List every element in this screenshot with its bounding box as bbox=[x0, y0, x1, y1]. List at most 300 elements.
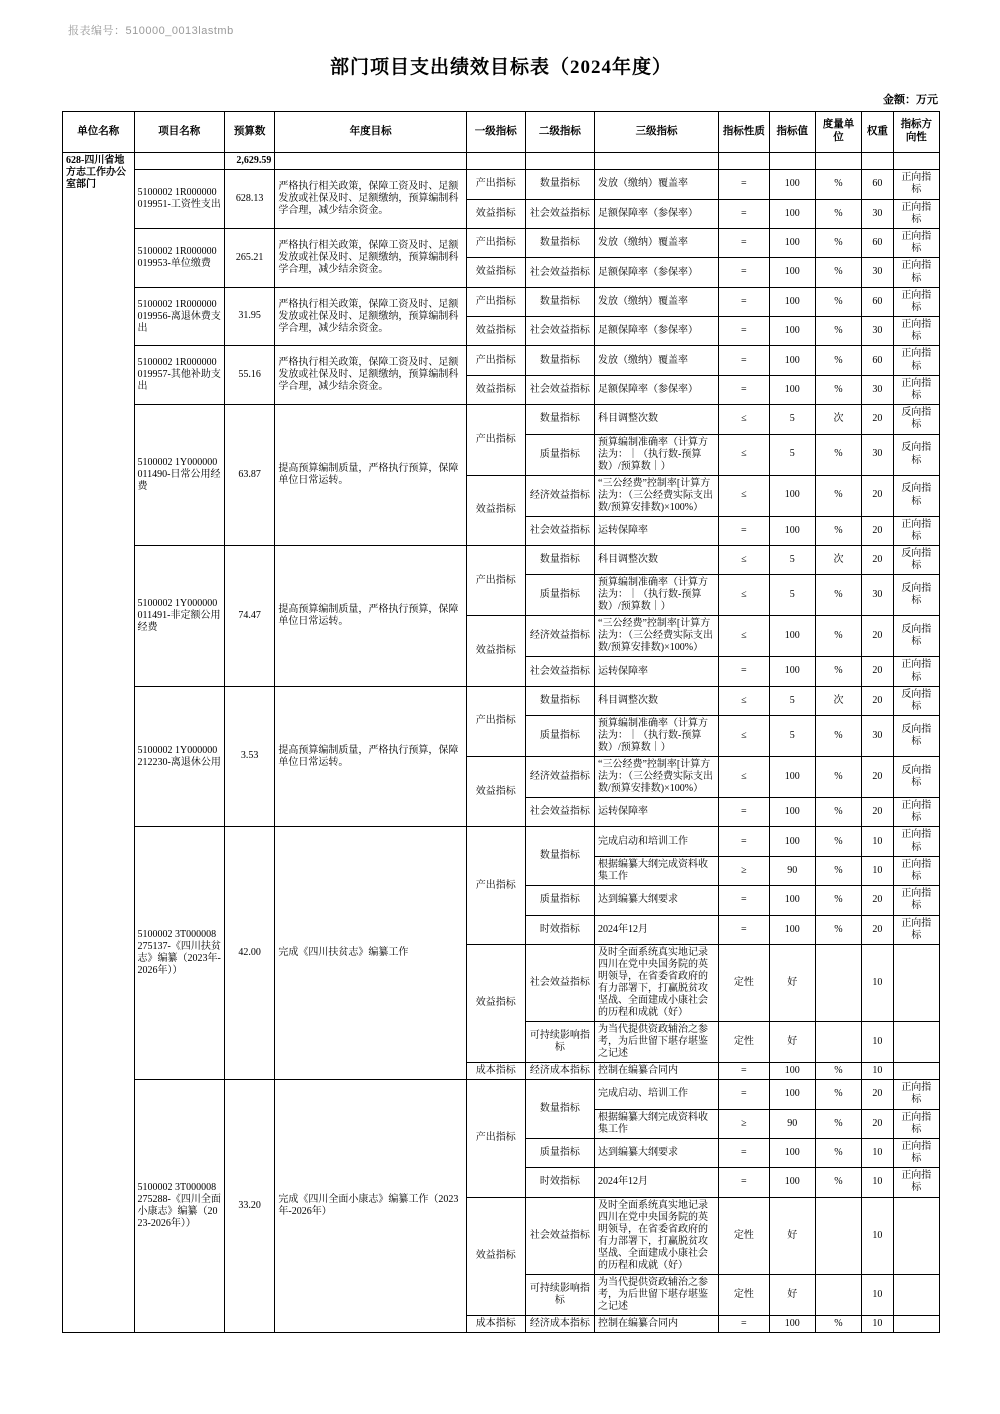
level1-indicator-cell: 效益指标 bbox=[466, 199, 525, 228]
indicator-value-cell: 好 bbox=[769, 1197, 815, 1274]
level1-indicator-cell: 产出指标 bbox=[466, 405, 525, 475]
weight-cell: 10 bbox=[862, 1021, 894, 1062]
table-row bbox=[63, 228, 940, 257]
weight-cell: 20 bbox=[862, 475, 894, 516]
direction-cell: 正向指标 bbox=[893, 827, 939, 856]
level1-indicator-cell: 效益指标 bbox=[466, 258, 525, 287]
measure-unit-cell: % bbox=[815, 798, 861, 827]
level1-indicator-cell: 产出指标 bbox=[466, 228, 525, 257]
level3-indicator-cell: 完成启动和培训工作 bbox=[595, 827, 719, 856]
measure-unit-cell: % bbox=[815, 199, 861, 228]
indicator-value-cell: 100 bbox=[769, 1168, 815, 1197]
weight-cell: 20 bbox=[862, 886, 894, 915]
indicator-nature-cell: = bbox=[719, 657, 769, 686]
measure-unit-cell: % bbox=[815, 346, 861, 375]
level3-indicator-cell: “三公经费”控制率[计算方法为：（三公经费实际支出数/预算安排数)×100%） bbox=[595, 616, 719, 657]
indicator-nature-cell: = bbox=[719, 258, 769, 287]
measure-unit-cell: % bbox=[815, 1138, 861, 1167]
indicator-value-cell: 100 bbox=[769, 228, 815, 257]
weight-cell: 10 bbox=[862, 856, 894, 885]
indicator-nature-cell: = bbox=[719, 1315, 769, 1332]
measure-unit-cell: % bbox=[815, 516, 861, 545]
level3-indicator-cell: 足额保障率（参保率） bbox=[595, 199, 719, 228]
indicator-value-cell: 5 bbox=[769, 575, 815, 616]
measure-unit-cell: % bbox=[815, 827, 861, 856]
col-unit-name: 单位名称 bbox=[63, 112, 135, 153]
level3-indicator-cell: 预算编制准确率（计算方法为：｜（执行数-预算数）/预算数｜） bbox=[595, 434, 719, 475]
direction-cell: 正向指标 bbox=[893, 798, 939, 827]
level2-indicator-cell: 数量指标 bbox=[525, 827, 594, 886]
level2-indicator-cell: 数量指标 bbox=[525, 405, 594, 434]
level3-indicator-cell: 足额保障率（参保率） bbox=[595, 258, 719, 287]
report-number: 报表编号：510000_0013lastmb bbox=[68, 25, 234, 37]
measure-unit-cell bbox=[815, 1274, 861, 1315]
direction-cell: 正向指标 bbox=[893, 1138, 939, 1167]
col-indicator-value: 指标值 bbox=[769, 112, 815, 153]
level3-indicator-cell: 科目调整次数 bbox=[595, 686, 719, 715]
project-budget-cell: 3.53 bbox=[224, 686, 274, 827]
empty-cell bbox=[769, 153, 815, 170]
measure-unit-cell: % bbox=[815, 434, 861, 475]
indicator-value-cell: 好 bbox=[769, 944, 815, 1021]
level3-indicator-cell: 足额保障率（参保率） bbox=[595, 375, 719, 404]
indicator-nature-cell: 定性 bbox=[719, 1274, 769, 1315]
table-row bbox=[63, 686, 940, 715]
table-row bbox=[63, 287, 940, 316]
table-row bbox=[63, 405, 940, 434]
indicator-value-cell: 好 bbox=[769, 1274, 815, 1315]
indicator-value-cell: 100 bbox=[769, 616, 815, 657]
empty-cell bbox=[466, 153, 525, 170]
direction-cell bbox=[893, 1021, 939, 1062]
level3-indicator-cell: 2024年12月 bbox=[595, 915, 719, 944]
project-name-cell: 5100002 1Y000000011490-日常公用经费 bbox=[134, 405, 224, 546]
level3-indicator-cell: 预算编制准确率（计算方法为：｜（执行数-预算数）/预算数｜） bbox=[595, 716, 719, 757]
indicator-nature-cell: = bbox=[719, 287, 769, 316]
indicator-value-cell: 100 bbox=[769, 475, 815, 516]
direction-cell: 正向指标 bbox=[893, 1109, 939, 1138]
measure-unit-cell: % bbox=[815, 287, 861, 316]
direction-cell: 反向指标 bbox=[893, 545, 939, 574]
col-indicator-nature: 指标性质 bbox=[719, 112, 769, 153]
project-name-cell: 5100002 3T000008275137-《四川扶贫志》编纂（2023年-2026年）） bbox=[134, 827, 224, 1080]
level2-indicator-cell: 社会效益指标 bbox=[525, 199, 594, 228]
indicator-value-cell: 100 bbox=[769, 516, 815, 545]
level1-indicator-cell: 产出指标 bbox=[466, 287, 525, 316]
level1-indicator-cell: 效益指标 bbox=[466, 757, 525, 827]
page-title: 部门项目支出绩效目标表（2024年度） bbox=[329, 57, 672, 78]
level2-indicator-cell: 经济效益指标 bbox=[525, 616, 594, 657]
indicator-nature-cell: = bbox=[719, 199, 769, 228]
indicator-nature-cell: = bbox=[719, 516, 769, 545]
project-name-cell: 5100002 3T000008275288-《四川全面小康志》编纂（2023-2026年）） bbox=[134, 1080, 224, 1333]
indicator-value-cell: 100 bbox=[769, 287, 815, 316]
measure-unit-cell: % bbox=[815, 716, 861, 757]
table-row bbox=[63, 1080, 940, 1109]
level1-indicator-cell: 效益指标 bbox=[466, 944, 525, 1062]
project-name-cell: 5100002 1Y000000011491-非定额公用经费 bbox=[134, 545, 224, 686]
indicator-nature-cell: ≥ bbox=[719, 856, 769, 885]
col-direction: 指标方向性 bbox=[893, 112, 939, 153]
measure-unit-cell: % bbox=[815, 170, 861, 199]
level2-indicator-cell: 社会效益指标 bbox=[525, 657, 594, 686]
level2-indicator-cell: 数量指标 bbox=[525, 545, 594, 574]
project-name-cell: 5100002 1R000000019953-单位缴费 bbox=[134, 228, 224, 287]
level3-indicator-cell: 运转保障率 bbox=[595, 798, 719, 827]
indicator-nature-cell: = bbox=[719, 915, 769, 944]
project-goal-cell: 严格执行相关政策，保障工资及时、足额发放或社保及时、足额缴纳，预算编制科学合理，减少结余资金。 bbox=[275, 346, 466, 405]
level3-indicator-cell: 发放（缴纳）覆盖率 bbox=[595, 287, 719, 316]
project-goal-cell: 严格执行相关政策，保障工资及时、足额发放或社保及时、足额缴纳，预算编制科学合理，减少结余资金。 bbox=[275, 228, 466, 287]
project-goal-cell: 提高预算编制质量，严格执行预算，保障单位日常运转。 bbox=[275, 686, 466, 827]
weight-cell: 30 bbox=[862, 716, 894, 757]
project-budget-cell: 42.00 bbox=[224, 827, 274, 1080]
col-annual-goal: 年度目标 bbox=[275, 112, 466, 153]
level2-indicator-cell: 社会效益指标 bbox=[525, 1197, 594, 1274]
project-goal-cell: 提高预算编制质量，严格执行预算，保障单位日常运转。 bbox=[275, 405, 466, 546]
indicator-nature-cell: 定性 bbox=[719, 944, 769, 1021]
direction-cell: 正向指标 bbox=[893, 915, 939, 944]
indicator-nature-cell: = bbox=[719, 375, 769, 404]
direction-cell bbox=[893, 944, 939, 1021]
indicator-value-cell: 90 bbox=[769, 1109, 815, 1138]
level1-indicator-cell: 效益指标 bbox=[466, 1197, 525, 1315]
weight-cell: 10 bbox=[862, 944, 894, 1021]
project-budget-cell: 74.47 bbox=[224, 545, 274, 686]
level3-indicator-cell: 发放（缴纳）覆盖率 bbox=[595, 170, 719, 199]
level3-indicator-cell: 达到编纂大纲要求 bbox=[595, 886, 719, 915]
direction-cell: 反向指标 bbox=[893, 616, 939, 657]
project-goal-cell: 提高预算编制质量，严格执行预算，保障单位日常运转。 bbox=[275, 545, 466, 686]
indicator-value-cell: 100 bbox=[769, 798, 815, 827]
indicator-nature-cell: ≤ bbox=[719, 616, 769, 657]
project-budget-cell: 31.95 bbox=[224, 287, 274, 346]
level2-indicator-cell: 社会效益指标 bbox=[525, 798, 594, 827]
direction-cell bbox=[893, 1197, 939, 1274]
direction-cell: 正向指标 bbox=[893, 317, 939, 346]
indicator-nature-cell: = bbox=[719, 228, 769, 257]
direction-cell: 反向指标 bbox=[893, 686, 939, 715]
indicator-nature-cell: ≤ bbox=[719, 575, 769, 616]
level3-indicator-cell: 预算编制准确率（计算方法为：｜（执行数-预算数）/预算数｜） bbox=[595, 575, 719, 616]
empty-cell bbox=[719, 153, 769, 170]
measure-unit-cell: % bbox=[815, 1168, 861, 1197]
weight-cell: 60 bbox=[862, 287, 894, 316]
col-level1-indicator: 一级指标 bbox=[466, 112, 525, 153]
indicator-value-cell: 100 bbox=[769, 258, 815, 287]
level3-indicator-cell: 足额保障率（参保率） bbox=[595, 317, 719, 346]
empty-cell bbox=[862, 153, 894, 170]
indicator-value-cell: 5 bbox=[769, 686, 815, 715]
indicator-nature-cell: = bbox=[719, 317, 769, 346]
level2-indicator-cell: 质量指标 bbox=[525, 886, 594, 915]
project-budget-cell: 265.21 bbox=[224, 228, 274, 287]
level1-indicator-cell: 效益指标 bbox=[466, 317, 525, 346]
level3-indicator-cell: “三公经费”控制率[计算方法为：（三公经费实际支出数/预算安排数)×100%） bbox=[595, 475, 719, 516]
level1-indicator-cell: 产出指标 bbox=[466, 827, 525, 945]
level3-indicator-cell: 根据编纂大纲完成资料收集工作 bbox=[595, 1109, 719, 1138]
measure-unit-cell bbox=[815, 1197, 861, 1274]
direction-cell: 正向指标 bbox=[893, 346, 939, 375]
weight-cell: 30 bbox=[862, 199, 894, 228]
direction-cell: 正向指标 bbox=[893, 375, 939, 404]
direction-cell: 正向指标 bbox=[893, 657, 939, 686]
level1-indicator-cell: 产出指标 bbox=[466, 346, 525, 375]
indicator-nature-cell: = bbox=[719, 1138, 769, 1167]
indicator-value-cell: 100 bbox=[769, 1315, 815, 1332]
level3-indicator-cell: “三公经费”控制率[计算方法为：（三公经费实际支出数/预算安排数)×100%） bbox=[595, 757, 719, 798]
level2-indicator-cell: 质量指标 bbox=[525, 434, 594, 475]
header-row bbox=[63, 112, 940, 153]
table-row-unit-total bbox=[63, 153, 940, 170]
measure-unit-cell bbox=[815, 1021, 861, 1062]
weight-cell: 10 bbox=[862, 1274, 894, 1315]
level3-indicator-cell: 发放（缴纳）覆盖率 bbox=[595, 228, 719, 257]
indicator-value-cell: 100 bbox=[769, 317, 815, 346]
indicator-nature-cell: ≤ bbox=[719, 405, 769, 434]
level3-indicator-cell: 2024年12月 bbox=[595, 1168, 719, 1197]
level1-indicator-cell: 产出指标 bbox=[466, 545, 525, 615]
level2-indicator-cell: 数量指标 bbox=[525, 686, 594, 715]
level3-indicator-cell: 为当代提供资政辅治之参考，为后世留下堪存堪鉴之记述 bbox=[595, 1274, 719, 1315]
level2-indicator-cell: 数量指标 bbox=[525, 346, 594, 375]
indicator-value-cell: 90 bbox=[769, 856, 815, 885]
level1-indicator-cell: 效益指标 bbox=[466, 475, 525, 545]
project-name-cell: 5100002 1R000000019951-工资性支出 bbox=[134, 170, 224, 229]
weight-cell: 30 bbox=[862, 575, 894, 616]
level2-indicator-cell: 经济效益指标 bbox=[525, 757, 594, 798]
direction-cell: 正向指标 bbox=[893, 228, 939, 257]
project-goal-cell: 严格执行相关政策，保障工资及时、足额发放或社保及时、足额缴纳，预算编制科学合理，减少结余资金。 bbox=[275, 170, 466, 229]
col-weight: 权重 bbox=[862, 112, 894, 153]
performance-target-table bbox=[62, 111, 940, 1333]
project-budget-cell: 33.20 bbox=[224, 1080, 274, 1333]
indicator-nature-cell: ≤ bbox=[719, 475, 769, 516]
direction-cell: 正向指标 bbox=[893, 1168, 939, 1197]
table-row bbox=[63, 170, 940, 199]
level3-indicator-cell: 科目调整次数 bbox=[595, 405, 719, 434]
weight-cell: 20 bbox=[862, 915, 894, 944]
weight-cell: 10 bbox=[862, 1315, 894, 1332]
level3-indicator-cell: 根据编纂大纲完成资料收集工作 bbox=[595, 856, 719, 885]
level3-indicator-cell: 科目调整次数 bbox=[595, 545, 719, 574]
measure-unit-cell: % bbox=[815, 886, 861, 915]
weight-cell: 20 bbox=[862, 757, 894, 798]
empty-cell bbox=[893, 153, 939, 170]
weight-cell: 30 bbox=[862, 317, 894, 346]
direction-cell: 反向指标 bbox=[893, 434, 939, 475]
measure-unit-cell: 次 bbox=[815, 686, 861, 715]
weight-cell: 20 bbox=[862, 657, 894, 686]
project-budget-cell: 55.16 bbox=[224, 346, 274, 405]
table-row bbox=[63, 545, 940, 574]
level2-indicator-cell: 社会效益指标 bbox=[525, 375, 594, 404]
weight-cell: 10 bbox=[862, 1062, 894, 1079]
indicator-nature-cell: = bbox=[719, 827, 769, 856]
level1-indicator-cell: 效益指标 bbox=[466, 375, 525, 404]
level1-indicator-cell: 效益指标 bbox=[466, 616, 525, 686]
empty-cell bbox=[815, 153, 861, 170]
empty-cell bbox=[275, 153, 466, 170]
measure-unit-cell: % bbox=[815, 616, 861, 657]
level3-indicator-cell: 控制在编纂合同内 bbox=[595, 1315, 719, 1332]
level2-indicator-cell: 可持续影响指标 bbox=[525, 1021, 594, 1062]
direction-cell bbox=[893, 1062, 939, 1079]
project-budget-cell: 63.87 bbox=[224, 405, 274, 546]
empty-cell bbox=[595, 153, 719, 170]
measure-unit-cell: % bbox=[815, 575, 861, 616]
weight-cell: 20 bbox=[862, 686, 894, 715]
indicator-value-cell: 100 bbox=[769, 1062, 815, 1079]
measure-unit-cell bbox=[815, 944, 861, 1021]
measure-unit-cell: % bbox=[815, 657, 861, 686]
level2-indicator-cell: 可持续影响指标 bbox=[525, 1274, 594, 1315]
indicator-nature-cell: = bbox=[719, 798, 769, 827]
indicator-nature-cell: = bbox=[719, 886, 769, 915]
indicator-value-cell: 100 bbox=[769, 199, 815, 228]
direction-cell: 正向指标 bbox=[893, 258, 939, 287]
table-row bbox=[63, 827, 940, 856]
level2-indicator-cell: 数量指标 bbox=[525, 1080, 594, 1139]
empty-project-name bbox=[134, 153, 224, 170]
indicator-value-cell: 5 bbox=[769, 716, 815, 757]
direction-cell bbox=[893, 1315, 939, 1332]
unit-name-cell: 628-四川省地方志工作办公室部门 bbox=[63, 153, 135, 1333]
direction-cell: 正向指标 bbox=[893, 886, 939, 915]
measure-unit-cell: % bbox=[815, 1062, 861, 1079]
indicator-value-cell: 100 bbox=[769, 657, 815, 686]
measure-unit-cell: % bbox=[815, 1109, 861, 1138]
measure-unit-cell: % bbox=[815, 1315, 861, 1332]
indicator-nature-cell: = bbox=[719, 1080, 769, 1109]
level2-indicator-cell: 社会效益指标 bbox=[525, 516, 594, 545]
level3-indicator-cell: 发放（缴纳）覆盖率 bbox=[595, 346, 719, 375]
direction-cell: 反向指标 bbox=[893, 757, 939, 798]
unit-total-budget: 2,629.59 bbox=[224, 153, 274, 170]
level2-indicator-cell: 社会效益指标 bbox=[525, 317, 594, 346]
level3-indicator-cell: 运转保障率 bbox=[595, 516, 719, 545]
level1-indicator-cell: 产出指标 bbox=[466, 1080, 525, 1198]
measure-unit-cell: % bbox=[815, 475, 861, 516]
indicator-value-cell: 5 bbox=[769, 545, 815, 574]
indicator-nature-cell: 定性 bbox=[719, 1197, 769, 1274]
weight-cell: 30 bbox=[862, 434, 894, 475]
level2-indicator-cell: 经济成本指标 bbox=[525, 1315, 594, 1332]
indicator-value-cell: 100 bbox=[769, 346, 815, 375]
level3-indicator-cell: 运转保障率 bbox=[595, 657, 719, 686]
level2-indicator-cell: 质量指标 bbox=[525, 1138, 594, 1167]
weight-cell: 10 bbox=[862, 1168, 894, 1197]
weight-cell: 30 bbox=[862, 258, 894, 287]
indicator-nature-cell: ≤ bbox=[719, 757, 769, 798]
project-goal-cell: 严格执行相关政策，保障工资及时、足额发放或社保及时、足额缴纳，预算编制科学合理，减少结余资金。 bbox=[275, 287, 466, 346]
level2-indicator-cell: 数量指标 bbox=[525, 287, 594, 316]
indicator-nature-cell: ≤ bbox=[719, 716, 769, 757]
direction-cell: 反向指标 bbox=[893, 716, 939, 757]
indicator-value-cell: 100 bbox=[769, 915, 815, 944]
col-level2-indicator: 二级指标 bbox=[525, 112, 594, 153]
level2-indicator-cell: 时效指标 bbox=[525, 915, 594, 944]
direction-cell: 反向指标 bbox=[893, 405, 939, 434]
level2-indicator-cell: 数量指标 bbox=[525, 228, 594, 257]
col-project-name: 项目名称 bbox=[134, 112, 224, 153]
weight-cell: 20 bbox=[862, 1080, 894, 1109]
project-goal-cell: 完成《四川扶贫志》编纂工作 bbox=[275, 827, 466, 1080]
measure-unit-cell: % bbox=[815, 915, 861, 944]
level2-indicator-cell: 社会效益指标 bbox=[525, 944, 594, 1021]
indicator-value-cell: 100 bbox=[769, 886, 815, 915]
level2-indicator-cell: 经济效益指标 bbox=[525, 475, 594, 516]
indicator-nature-cell: ≥ bbox=[719, 1109, 769, 1138]
measure-unit-cell: % bbox=[815, 856, 861, 885]
indicator-nature-cell: = bbox=[719, 170, 769, 199]
measure-unit-cell: % bbox=[815, 375, 861, 404]
indicator-value-cell: 100 bbox=[769, 827, 815, 856]
amount-unit-note: 金额：万元 bbox=[883, 94, 938, 106]
indicator-nature-cell: = bbox=[719, 1062, 769, 1079]
level3-indicator-cell: 及时全面系统真实地记录四川在党中央国务院的英明领导，在省委省政府的有力部署下，打赢脱贫攻坚战、全面建成小康社会的历程和成就（好） bbox=[595, 1197, 719, 1274]
direction-cell: 正向指标 bbox=[893, 170, 939, 199]
direction-cell: 正向指标 bbox=[893, 516, 939, 545]
level3-indicator-cell: 达到编纂大纲要求 bbox=[595, 1138, 719, 1167]
level1-indicator-cell: 产出指标 bbox=[466, 686, 525, 756]
table-row bbox=[63, 346, 940, 375]
project-name-cell: 5100002 1Y000000212230-离退休公用 bbox=[134, 686, 224, 827]
weight-cell: 10 bbox=[862, 827, 894, 856]
direction-cell: 正向指标 bbox=[893, 287, 939, 316]
direction-cell: 反向指标 bbox=[893, 475, 939, 516]
measure-unit-cell: % bbox=[815, 228, 861, 257]
level2-indicator-cell: 数量指标 bbox=[525, 170, 594, 199]
indicator-value-cell: 100 bbox=[769, 1138, 815, 1167]
col-measure-unit: 度量单位 bbox=[815, 112, 861, 153]
measure-unit-cell: % bbox=[815, 1080, 861, 1109]
level3-indicator-cell: 为当代提供资政辅治之参考，为后世留下堪存堪鉴之记述 bbox=[595, 1021, 719, 1062]
weight-cell: 30 bbox=[862, 375, 894, 404]
level1-indicator-cell: 成本指标 bbox=[466, 1315, 525, 1332]
weight-cell: 10 bbox=[862, 1138, 894, 1167]
weight-cell: 20 bbox=[862, 616, 894, 657]
weight-cell: 10 bbox=[862, 1197, 894, 1274]
level3-indicator-cell: 完成启动、培训工作 bbox=[595, 1080, 719, 1109]
weight-cell: 20 bbox=[862, 1109, 894, 1138]
level2-indicator-cell: 社会效益指标 bbox=[525, 258, 594, 287]
weight-cell: 60 bbox=[862, 170, 894, 199]
indicator-value-cell: 好 bbox=[769, 1021, 815, 1062]
project-name-cell: 5100002 1R000000019956-离退休费支出 bbox=[134, 287, 224, 346]
level2-indicator-cell: 时效指标 bbox=[525, 1168, 594, 1197]
indicator-nature-cell: 定性 bbox=[719, 1021, 769, 1062]
indicator-value-cell: 5 bbox=[769, 434, 815, 475]
direction-cell: 正向指标 bbox=[893, 856, 939, 885]
weight-cell: 20 bbox=[862, 798, 894, 827]
col-budget: 预算数 bbox=[224, 112, 274, 153]
table-body bbox=[63, 153, 940, 1333]
measure-unit-cell: % bbox=[815, 258, 861, 287]
weight-cell: 60 bbox=[862, 346, 894, 375]
indicator-value-cell: 100 bbox=[769, 757, 815, 798]
weight-cell: 20 bbox=[862, 545, 894, 574]
level3-indicator-cell: 控制在编纂合同内 bbox=[595, 1062, 719, 1079]
direction-cell bbox=[893, 1274, 939, 1315]
level2-indicator-cell: 质量指标 bbox=[525, 575, 594, 616]
direction-cell: 反向指标 bbox=[893, 575, 939, 616]
indicator-value-cell: 5 bbox=[769, 405, 815, 434]
weight-cell: 60 bbox=[862, 228, 894, 257]
table-header bbox=[63, 112, 940, 153]
measure-unit-cell: 次 bbox=[815, 545, 861, 574]
indicator-value-cell: 100 bbox=[769, 1080, 815, 1109]
